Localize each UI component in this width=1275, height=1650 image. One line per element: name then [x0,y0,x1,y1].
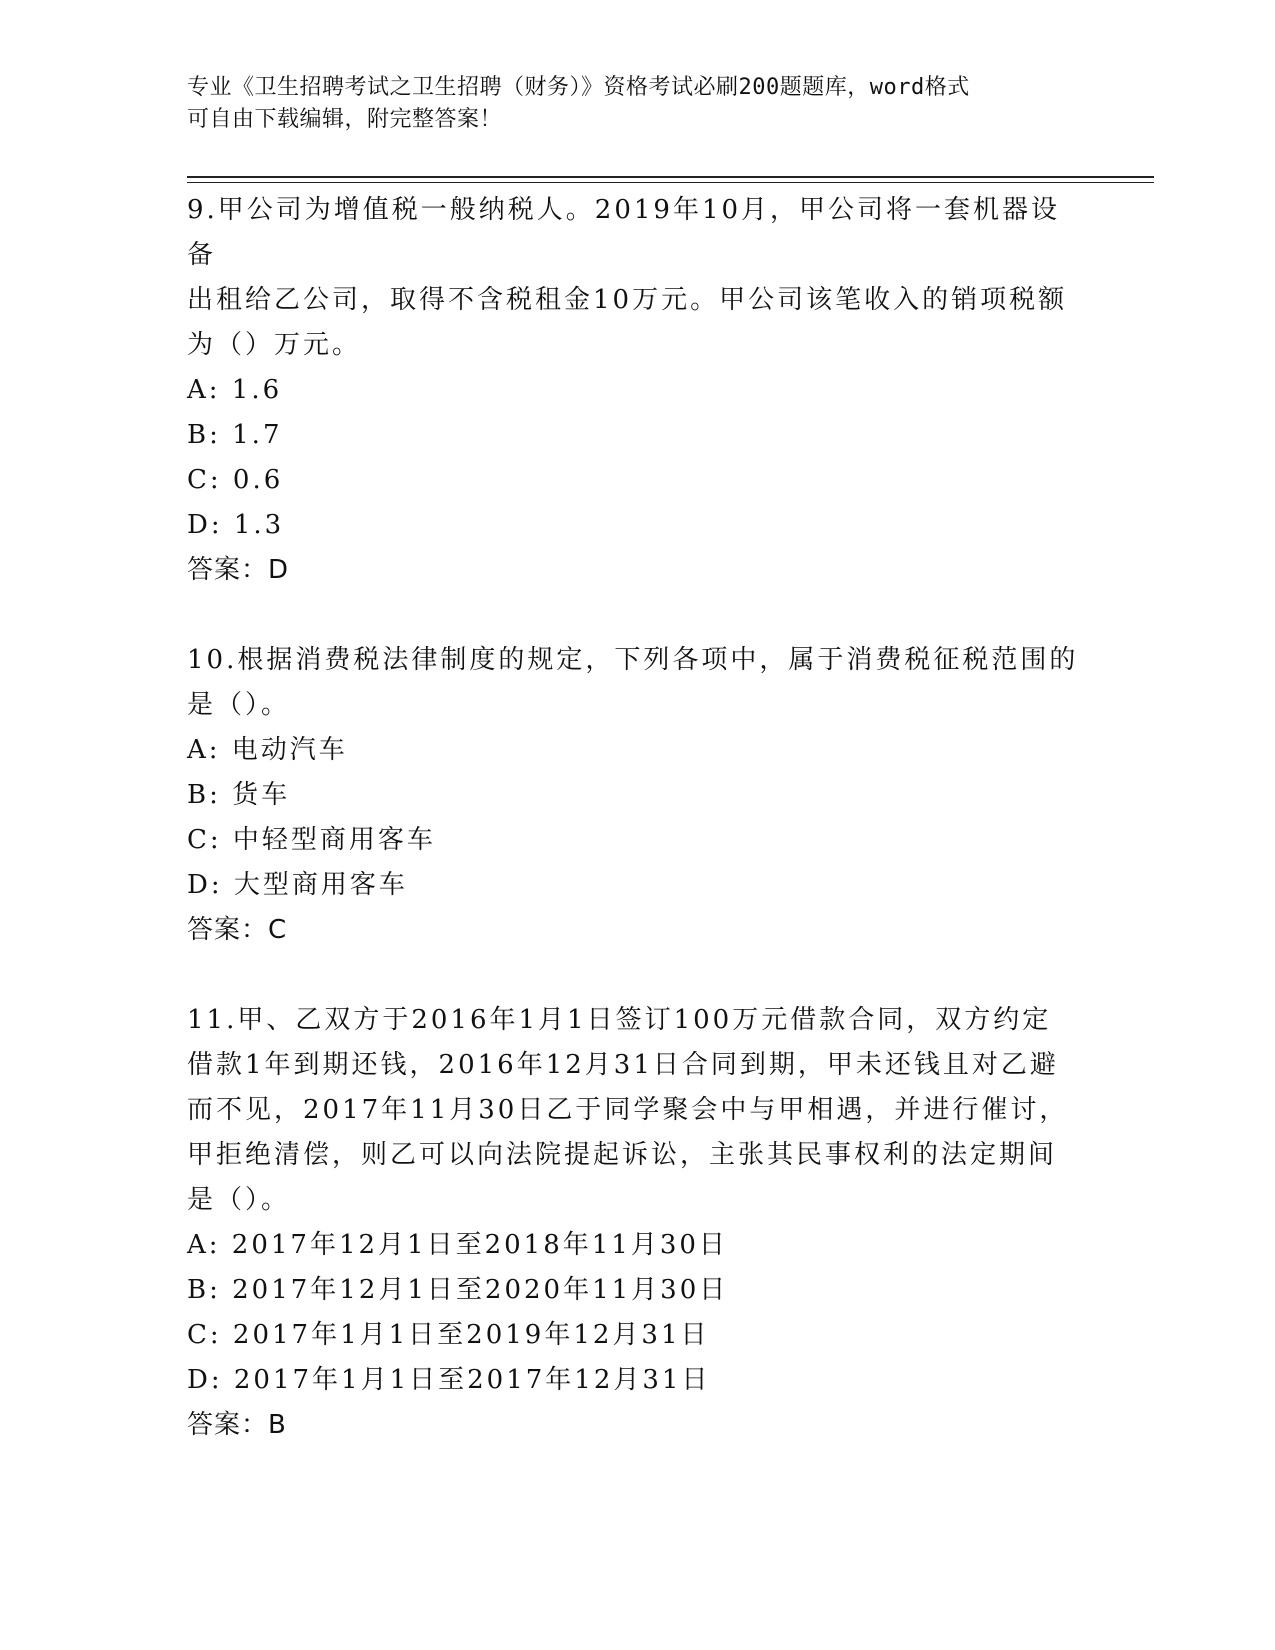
header-line-2: 可自由下载编辑，附完整答案！ [187,107,503,132]
question-11 [187,998,1087,1448]
option-d: D: 大型商用客车 [187,870,408,900]
question-text-line: 甲拒绝清偿，则乙可以向法院提起诉讼，主张其民事权利的法定期间 [187,1140,1058,1170]
question-text-line: 为（）万元。 [187,330,362,360]
question-text-line: 9.甲公司为增值税一般纳税人。2019年10月，甲公司将一套机器设备 [187,195,1061,270]
question-list [187,188,1087,1448]
header-line-1: 专业《卫生招聘考试之卫生招聘（财务）》资格考试必刷200题题库，word格式 [187,75,970,100]
answer: 答案：B [187,1410,287,1440]
question-10 [187,638,1087,953]
question-text-line: 借款1年到期还钱，2016年12月31日合同到期，甲未还钱且对乙避 [187,1050,1059,1080]
option-c: C: 中轻型商用客车 [187,825,436,855]
answer: 答案：C [187,915,288,945]
document-header [187,72,1067,136]
question-text-line: 10.根据消费税法律制度的规定，下列各项中，属于消费税征税范围的 [187,645,1079,675]
spacer [187,953,1087,998]
header-divider-thin [187,182,1154,183]
option-b: B: 2017年12月1日至2020年11月30日 [187,1275,729,1305]
option-b: B: 1.7 [187,420,283,450]
question-text-line: 11.甲、乙双方于2016年1月1日签订100万元借款合同，双方约定 [187,1005,1052,1035]
question-text-line: 出租给乙公司，取得不含税租金10万元。甲公司该笔收入的销项税额 [187,285,1068,315]
option-a: A: 2017年12月1日至2018年11月30日 [187,1230,728,1260]
option-a: A: 电动汽车 [187,735,348,765]
question-text-line: 而不见，2017年11月30日乙于同学聚会中与甲相遇，并进行催讨， [187,1095,1069,1125]
spacer [187,593,1087,638]
option-d: D: 2017年1月1日至2017年12月31日 [187,1365,711,1395]
question-text-line: 是（）。 [187,690,291,720]
option-d: D: 1.3 [187,510,285,540]
option-b: B: 货车 [187,780,291,810]
option-c: C: 2017年1月1日至2019年12月31日 [187,1320,710,1350]
answer: 答案：D [187,555,290,585]
option-a: A: 1.6 [187,375,283,405]
option-c: C: 0.6 [187,465,284,495]
header-divider-thick [187,176,1154,178]
question-text-line: 是（）。 [187,1185,291,1215]
question-9 [187,188,1087,593]
